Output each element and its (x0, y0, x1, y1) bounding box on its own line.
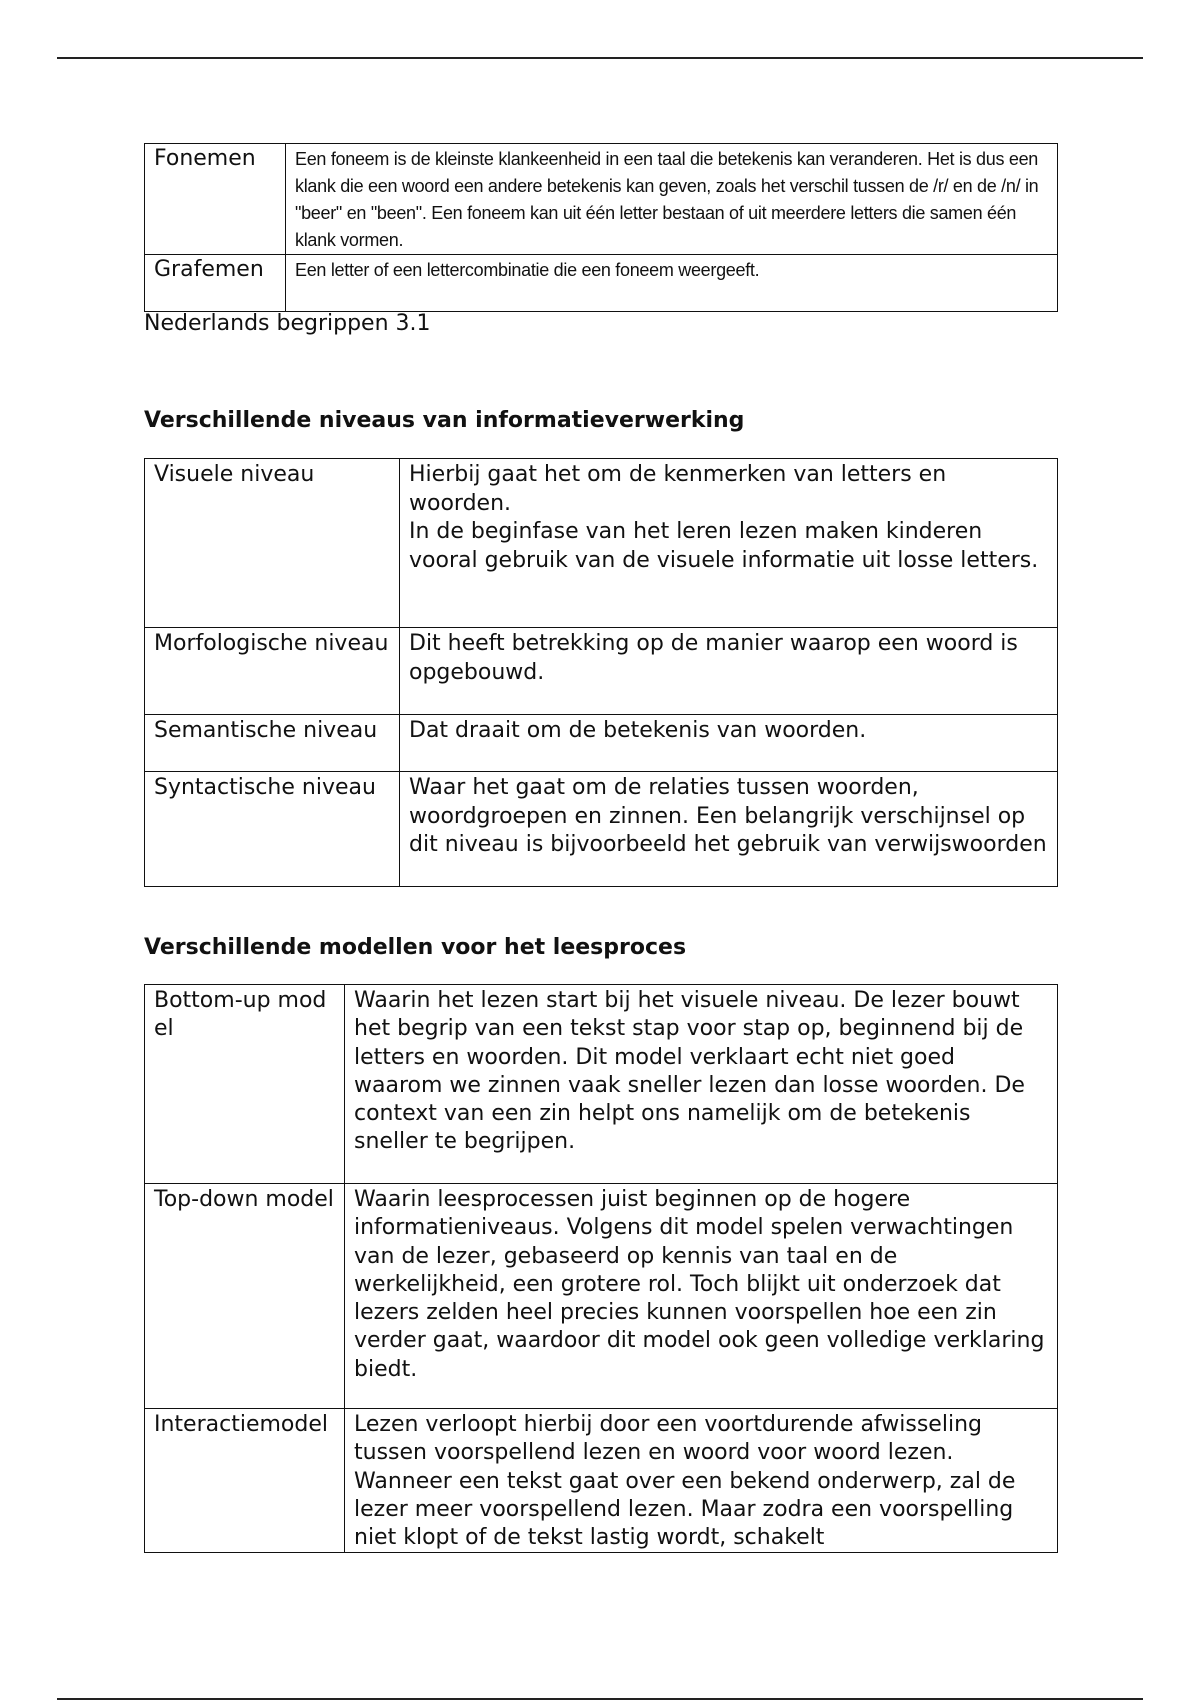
header-rule (57, 57, 1143, 59)
section-heading-modellen: Verschillende modellen voor het leesproces (144, 935, 687, 960)
table-row (145, 459, 1058, 628)
term-cell: Visuele niveau (145, 459, 400, 628)
fonemen-grafemen-table (144, 143, 1058, 312)
table-row (145, 628, 1058, 715)
term-cell: Bottom-up model (145, 985, 345, 1184)
definition-cell: Een foneem is de kleinste klankeenheid in een taal die betekenis kan veranderen. Het is dus een klank die een woord een andere betekenis kan geven, zoals het verschil tussen de /r/ en de /n/ in "beer" en "been". Een foneem kan uit één letter bestaan of uit meerdere letters die samen één klank vormen. (286, 144, 1058, 255)
definition-cell: Een letter of een lettercombinatie die een foneem weergeeft. (286, 255, 1058, 312)
table-row (145, 144, 1058, 255)
table-row (145, 1184, 1058, 1409)
term-cell: Morfologische niveau (145, 628, 400, 715)
definition-line: Dat draait om de betekenis van woorden. (409, 718, 867, 743)
table-row (145, 715, 1058, 772)
table-row (145, 255, 1058, 312)
definition-cell: Waarin het lezen start bij het visuele niveau. De lezer bouwt het begrip van een tekst stap voor stap op, beginnend bij de letters en woorden. Dit model verklaart echt niet goed waarom we zinnen vaak sneller lezen dan losse woorden. De context van een zin helpt ons namelijk om de betekenis sneller te begrijpen. (345, 985, 1058, 1184)
definition-line: Hierbij gaat het om de kenmerken van letters en woorden. (409, 462, 947, 516)
term-cell: Grafemen (145, 255, 286, 312)
definition-cell (400, 628, 1058, 715)
definition-cell: Waarin leesprocessen juist beginnen op de hogere informatieniveaus. Volgens dit model spelen verwachtingen van de lezer, gebaseerd op kennis van taal en de werkelijkheid, een grotere rol. Toch blijkt uit onderzoek dat lezers zelden heel precies kunnen voorspellen hoe een zin verder gaat, waardoor dit model ook geen volledige verklaring biedt. (345, 1184, 1058, 1409)
table-row (145, 1409, 1058, 1553)
niveaus-table (144, 458, 1058, 887)
document-caption: Nederlands begrippen 3.1 (144, 311, 431, 336)
definition-cell (400, 459, 1058, 628)
term-cell: Fonemen (145, 144, 286, 255)
definition-cell (400, 715, 1058, 772)
term-cell: Interactiemodel (145, 1409, 345, 1553)
definition-cell (400, 772, 1058, 887)
term-cell: Top-down model (145, 1184, 345, 1409)
table-row (145, 985, 1058, 1184)
term-cell: Syntactische niveau (145, 772, 400, 887)
section-heading-niveaus: Verschillende niveaus van informatieverwerking (144, 408, 745, 433)
definition-line: In de beginfase van het leren lezen maken kinderen vooral gebruik van de visuele informatie uit losse letters. (409, 519, 1039, 573)
term-cell: Semantische niveau (145, 715, 400, 772)
table-row (145, 772, 1058, 887)
definition-cell: Lezen verloopt hierbij door een voortdurende afwisseling tussen voorspellend lezen en woord voor woord lezen. Wanneer een tekst gaat over een bekend onderwerp, zal de lezer meer voorspellend lezen. Maar zodra een voorspelling niet klopt of de tekst lastig wordt, schakelt (345, 1409, 1058, 1553)
definition-line: Dit heeft betrekking op de manier waarop een woord is opgebouwd. (409, 631, 1018, 685)
definition-line: Waar het gaat om de relaties tussen woorden, woordgroepen en zinnen. Een belangrijk verschijnsel op dit niveau is bijvoorbeeld het gebruik van verwijswoorden (409, 775, 1047, 857)
modellen-table (144, 984, 1058, 1553)
